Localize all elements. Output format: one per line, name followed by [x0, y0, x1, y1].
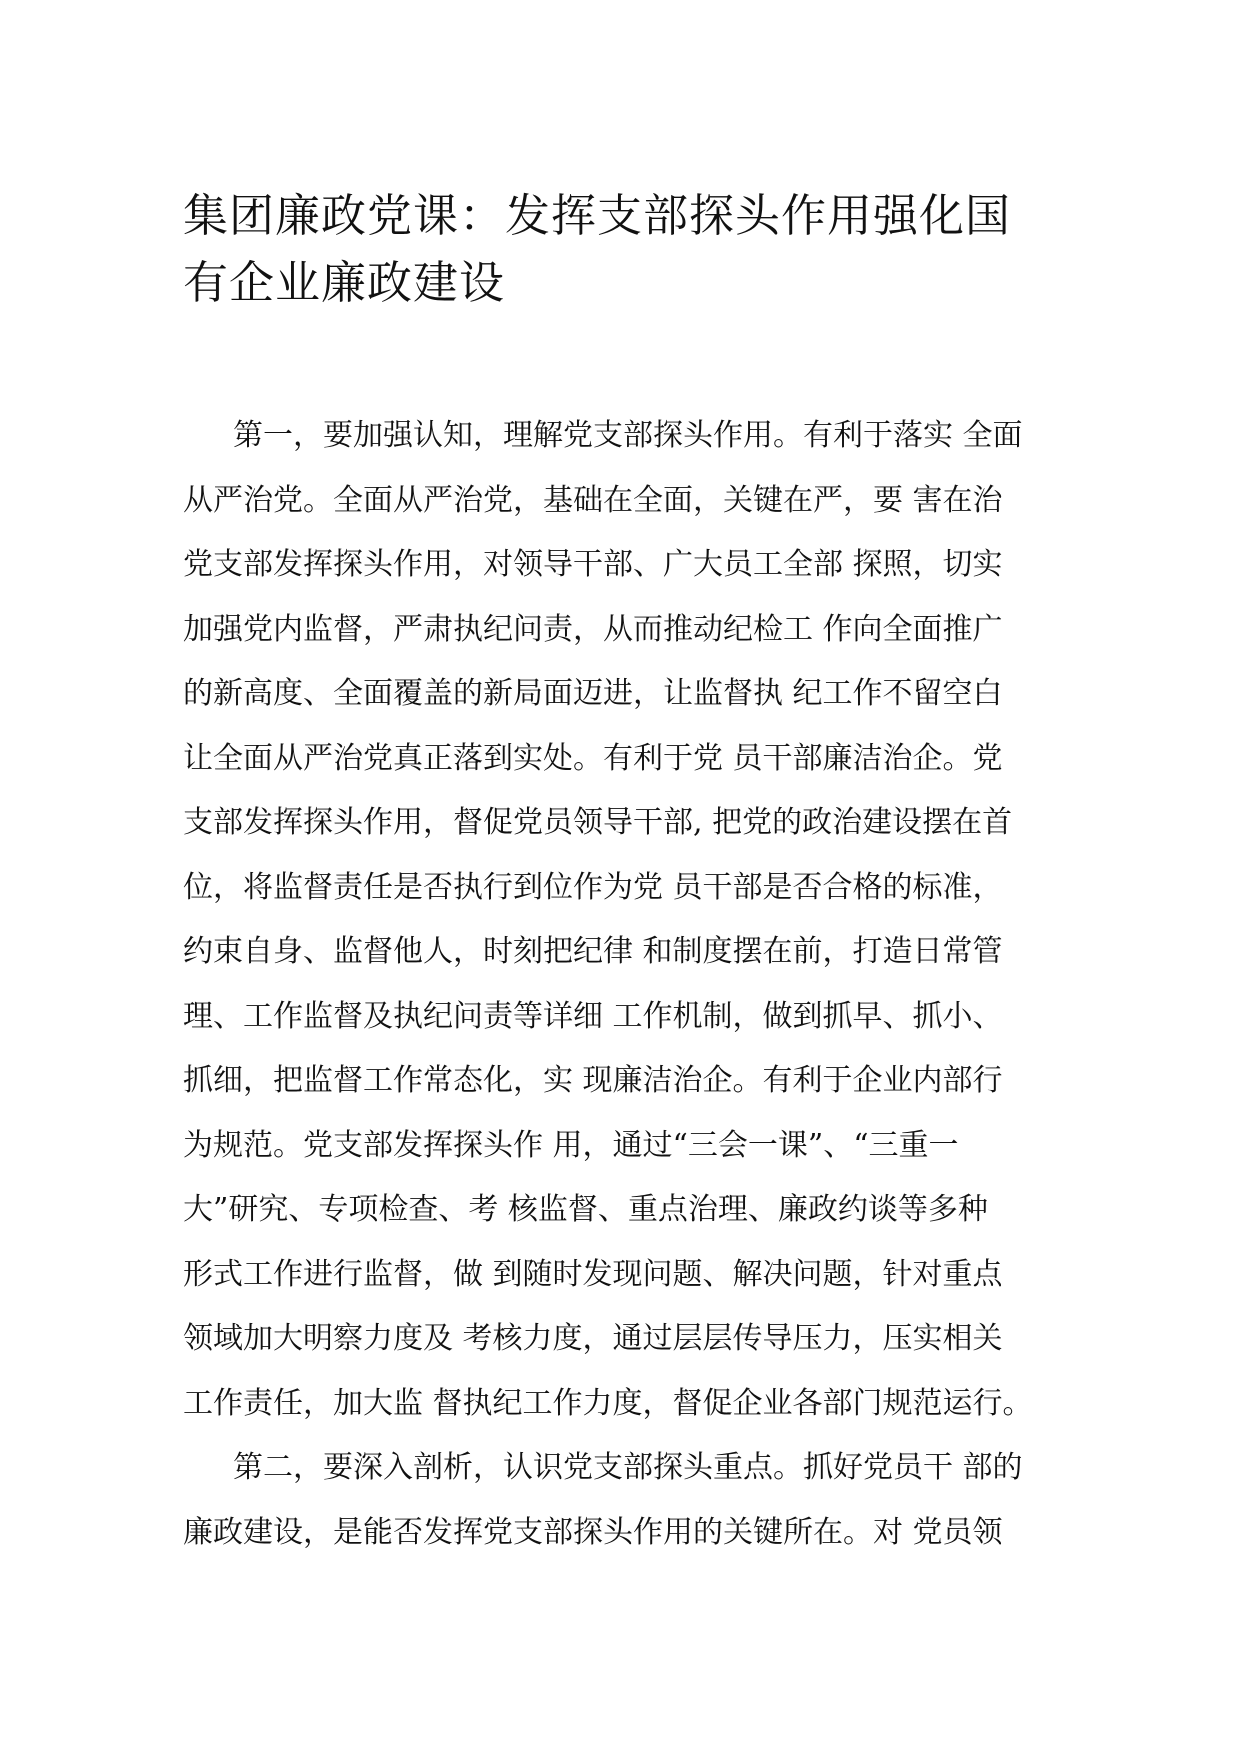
title-line-2: 有企业廉政建设: [183, 256, 506, 309]
paragraph-line: 支部发挥探头作用，督促党员领导干部, 把党的政治建设摆在首: [183, 805, 1013, 840]
paragraph-line: 让全面从严治党真正落到实处。有利于党 员干部廉洁治企。党: [183, 740, 1003, 776]
title-line-1: 集团廉政党课：发挥支部探头作用强化国: [183, 189, 1012, 242]
paragraph-line: 从严治党。全面从严治党，基础在全面，关键在严，要 害在治: [183, 482, 1003, 518]
paragraph-line: 位，将监督责任是否执行到位作为党 员干部是否合格的标准，: [183, 869, 1003, 905]
paragraph-line: 为规范。党支部发挥探头作 用，通过“三会一课”、“三重一: [183, 1127, 959, 1163]
paragraph-line: 第一，要加强认知，理解党支部探头作用。有利于落实 全面: [233, 418, 1023, 453]
paragraph-line: 廉政建设，是能否发挥党支部探头作用的关键所在。对 党员领: [183, 1514, 1003, 1550]
paragraph-line: 大”研究、专项检查、考 核监督、重点治理、廉政约谈等多种: [183, 1192, 988, 1227]
paragraph-line: 形式工作进行监督，做 到随时发现问题、解决问题，针对重点: [183, 1256, 1003, 1292]
paragraph-line: 加强党内监督，严肃执纪问责，从而推动纪检工 作向全面推广: [183, 611, 1003, 647]
document-title: [183, 182, 1063, 316]
paragraph-line: 工作责任，加大监 督执纪工作力度，督促企业各部门规范运行。: [183, 1385, 1033, 1421]
paragraph-line: 领域加大明察力度及 考核力度，通过层层传导压力，压实相关: [183, 1321, 1003, 1356]
document-body: [183, 404, 1063, 1565]
paragraph-line: 第二，要深入剖析，认识党支部探头重点。抓好党员干 部的: [233, 1450, 1023, 1485]
paragraph-line: 党支部发挥探头作用，对领导干部、广大员工全部 探照，切实: [183, 547, 1003, 582]
paragraph-line: 理、工作监督及执纪问责等详细 工作机制，做到抓早、抓小、: [183, 998, 1003, 1034]
paragraph-line: 约束自身、监督他人，时刻把纪律 和制度摆在前，打造日常管: [183, 934, 1003, 969]
paragraph-line: 抓细，把监督工作常态化，实 现廉洁治企。有利于企业内部行: [183, 1063, 1003, 1098]
paragraph-line: 的新高度、全面覆盖的新局面迈进，让监督执 纪工作不留空白: [183, 676, 1003, 711]
